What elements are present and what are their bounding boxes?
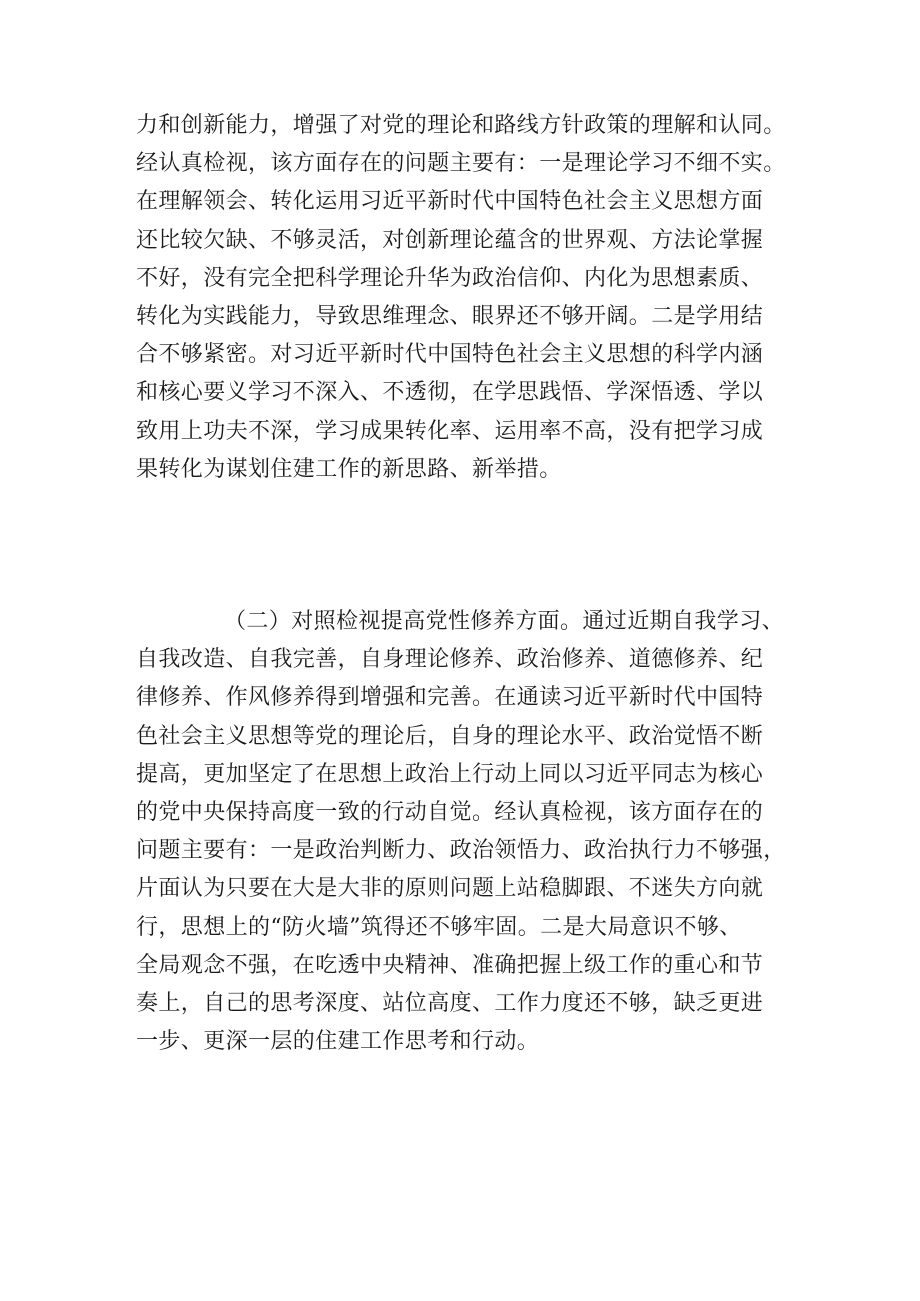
text-line: 律修养、作风修养得到增强和完善。在通读习近平新时代中国特 (136, 685, 764, 711)
text-line: 和核心要义学习不深入、不透彻，在学思践悟、学深悟透、学以 (136, 380, 764, 406)
text-line: 问题主要有：一是政治判断力、政治领悟力、政治执行力不够强， (136, 838, 786, 864)
text-line: 致用上功夫不深，学习成果转化率、运用率不高，没有把学习成 (136, 418, 764, 444)
text-line: 奏上，自己的思考深度、站位高度、工作力度还不够，缺乏更进 (136, 991, 764, 1017)
text-line: 片面认为只要在大是大非的原则问题上站稳脚跟、不迷失方向就 (136, 876, 764, 902)
text-line: 不好，没有完全把科学理论升华为政治信仰、内化为思想素质、 (136, 265, 764, 291)
text-line: 一步、更深一层的住建工作思考和行动。 (136, 1029, 540, 1055)
text-line: 行，思想上的“防火墙”筑得还不够牢固。二是大局意识不够、 (136, 914, 742, 940)
text-line: 全局观念不强，在吃透中央精神、准确把握上级工作的重心和节 (136, 952, 764, 978)
text-line: 经认真检视，该方面存在的问题主要有：一是理论学习不细不实。 (136, 151, 786, 177)
text-line: 力和创新能力，增强了对党的理论和路线方针政策的理解和认同。 (136, 113, 786, 138)
text-line: 提高，更加坚定了在思想上政治上行动上同以习近平同志为核心 (136, 761, 764, 787)
text-line: 在理解领会、转化运用习近平新时代中国特色社会主义思想方面 (136, 189, 764, 215)
text-line: 还比较欠缺、不够灵活，对创新理论蕴含的世界观、方法论掌握 (136, 227, 764, 253)
text-line: 色社会主义思想等党的理论后，自身的理论水平、政治觉悟不断 (136, 723, 764, 749)
text-line: 转化为实践能力，导致思维理念、眼界还不够开阔。二是学用结 (136, 304, 764, 330)
text-line: 自我改造、自我完善，自身理论修养、政治修养、道德修养、纪 (136, 647, 764, 673)
paragraph-party-cultivation (136, 603, 808, 1061)
text-line: 果转化为谋划住建工作的新思路、新举措。 (136, 456, 562, 482)
text-line: 合不够紧密。对习近平新时代中国特色社会主义思想的科学内涵 (136, 342, 764, 368)
paragraph-theory-study (136, 107, 808, 489)
text-line: 的党中央保持高度一致的行动自觉。经认真检视，该方面存在的 (136, 800, 764, 826)
section-heading-line: （二）对照检视提高党性修养方面。通过近期自我学习、 (224, 609, 785, 634)
